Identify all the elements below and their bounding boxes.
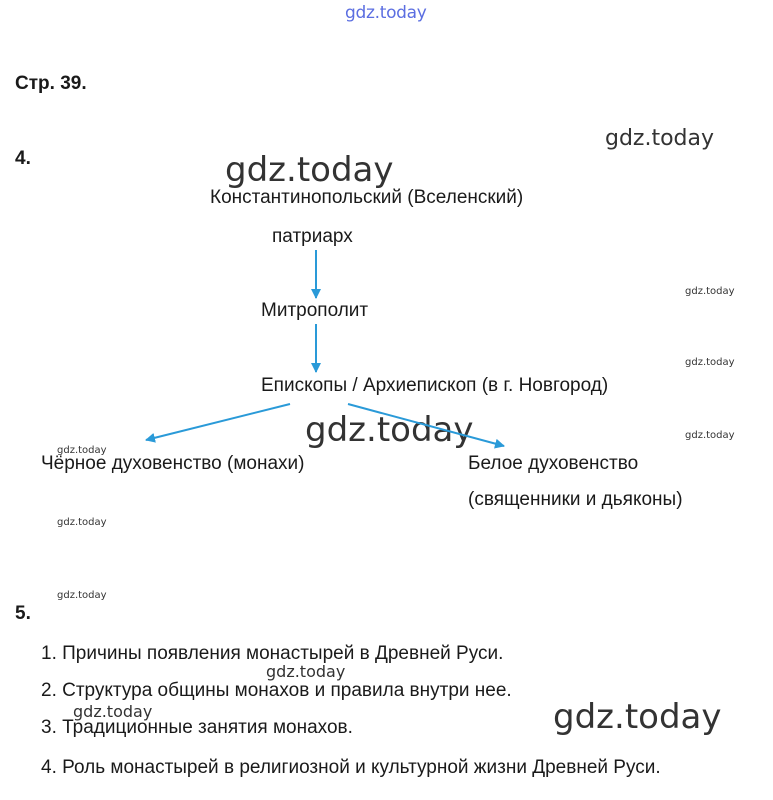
- watermark: gdz.today: [685, 286, 735, 297]
- list-item: 3. Традиционные занятия монахов.: [41, 717, 353, 738]
- task4-number: 4.: [15, 148, 31, 169]
- arrow-bishops-to-white-clergy: [348, 404, 504, 446]
- watermark: gdz.today: [225, 150, 394, 190]
- watermark: gdz.today: [57, 590, 107, 601]
- diagram-root-line2: патриарх: [272, 226, 353, 247]
- watermark: gdz.today: [57, 445, 107, 456]
- list-item: 1. Причины появления монастырей в Древней Руси.: [41, 643, 504, 664]
- diagram-level2: Митрополит: [261, 300, 369, 321]
- watermark: gdz.today: [305, 410, 474, 450]
- diagram-right-leaf-line2: (священники и дьяконы): [468, 489, 683, 510]
- list-item: 2. Структура общины монахов и правила внутри нее.: [41, 680, 512, 701]
- arrow-bishops-to-black-clergy: [146, 404, 290, 440]
- diagram-right-leaf-line1: Белое духовенство: [468, 453, 639, 474]
- watermark: gdz.today: [553, 697, 722, 737]
- watermark: gdz.today: [685, 357, 735, 368]
- watermark: gdz.today: [605, 126, 715, 151]
- watermark: gdz.today: [685, 430, 735, 441]
- page-label: Стр. 39.: [15, 73, 87, 94]
- watermark: gdz.today: [266, 662, 346, 681]
- list-item: 4. Роль монастырей в религиозной и культурной жизни Древней Руси.: [41, 757, 661, 778]
- diagram-root-line1: Константинопольский (Вселенский): [210, 187, 524, 208]
- diagram-left-leaf: Чёрное духовенство (монахи): [41, 453, 305, 474]
- watermark-top: gdz.today: [345, 3, 427, 23]
- watermark: gdz.today: [73, 702, 153, 721]
- diagram-level3: Епископы / Архиепископ (в г. Новгород): [261, 375, 609, 396]
- task5-number: 5.: [15, 603, 31, 624]
- watermark: gdz.today: [57, 517, 107, 528]
